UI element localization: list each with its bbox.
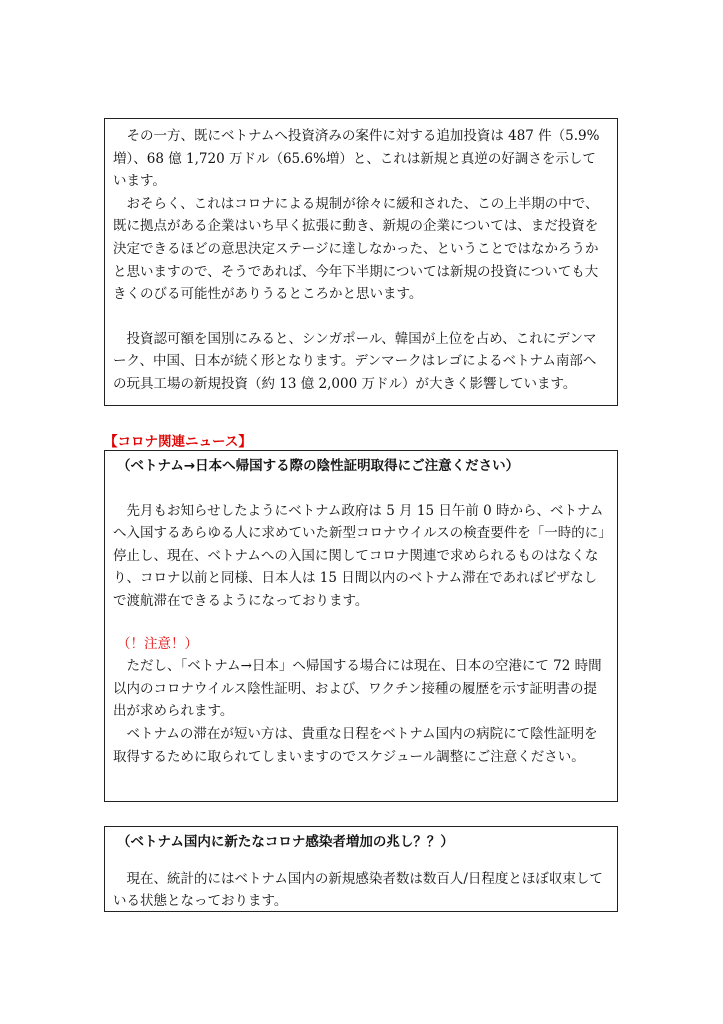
heading-negative-test: （ベトナム→日本へ帰国する際の陰性証明取得にご注意ください） xyxy=(117,458,520,474)
section-title-covid-news: 【コロナ関連ニュース】 xyxy=(104,434,252,450)
article-box-investment xyxy=(104,118,618,406)
heading-new-cases: （ベトナム国内に新たなコロナ感染者増加の兆し？？） xyxy=(117,834,454,850)
article-box-new-cases xyxy=(104,826,618,912)
paragraph-schedule-note: ベトナムの滞在が短い方は、貴重な日程をベトナム国内の病院にて陰性証明を取得するために取られてしまいますのでスケジュール調整にご注意ください。 xyxy=(113,725,598,765)
paragraph-analysis: おそらく、これはコロナによる規制が徐々に緩和された、この上半期の中で、既に拠点がある企業はいち早く拡張に動き、新規の企業については、まだ投資を決定できるほどの意思決定ステージに達しなかった、ということではなかろうかと思いますので、そうであれば、今年下半期については新規の投資についても大きくのびる可能性がありうるところかと思います。 xyxy=(113,195,599,303)
paragraph-additional-investment: その一方、既にベトナムへ投資済みの案件に対する追加投資は 487 件（5.9%増）、68 億 1,720 万ドル（65.6%増）と、これは新規と真逆の好調さを示しています。 xyxy=(113,128,600,190)
caution-label: （！注意！） xyxy=(117,635,198,652)
paragraph-return-requirements: ただし、「ベトナム→日本」へ帰国する場合には現在、日本の空港にて 72 時間以内のコロナウイルス陰性証明、および、ワクチン接種の履歴を示す証明書の提出が求められます。 xyxy=(113,658,602,720)
paragraph-by-country: 投資認可額を国別にみると、シンガポール、韓国が上位を占め、これにデンマーク、中国、日本が続く形となります。デンマークはレゴによるベトナム南部への玩具工場の新規投資（約 13 億 2,000 万ドル）が大きく影響しています。 xyxy=(113,330,597,392)
article-box-return-to-japan xyxy=(104,450,618,802)
paragraph-entry-requirements: 先月もお知らせしたようにベトナム政府は 5 月 15 日午前 0 時から、ベトナムへ入国するあらゆる人に求めていた新型コロナウイルスの検査要件を「一時的に」停止し、現在、ベトナムへの入国に関してコロナ関連で求められるものはなくなり、コロナ以前と同様、日本人は 15 日間以内のベトナム滞在であればビザなしで渡航滞在できるようになっております。 xyxy=(113,502,605,609)
paragraph-current-cases: 現在、統計的にはベトナム国内の新規感染者数は数百人/日程度とほぼ収束している状態となっております。 xyxy=(113,870,603,910)
